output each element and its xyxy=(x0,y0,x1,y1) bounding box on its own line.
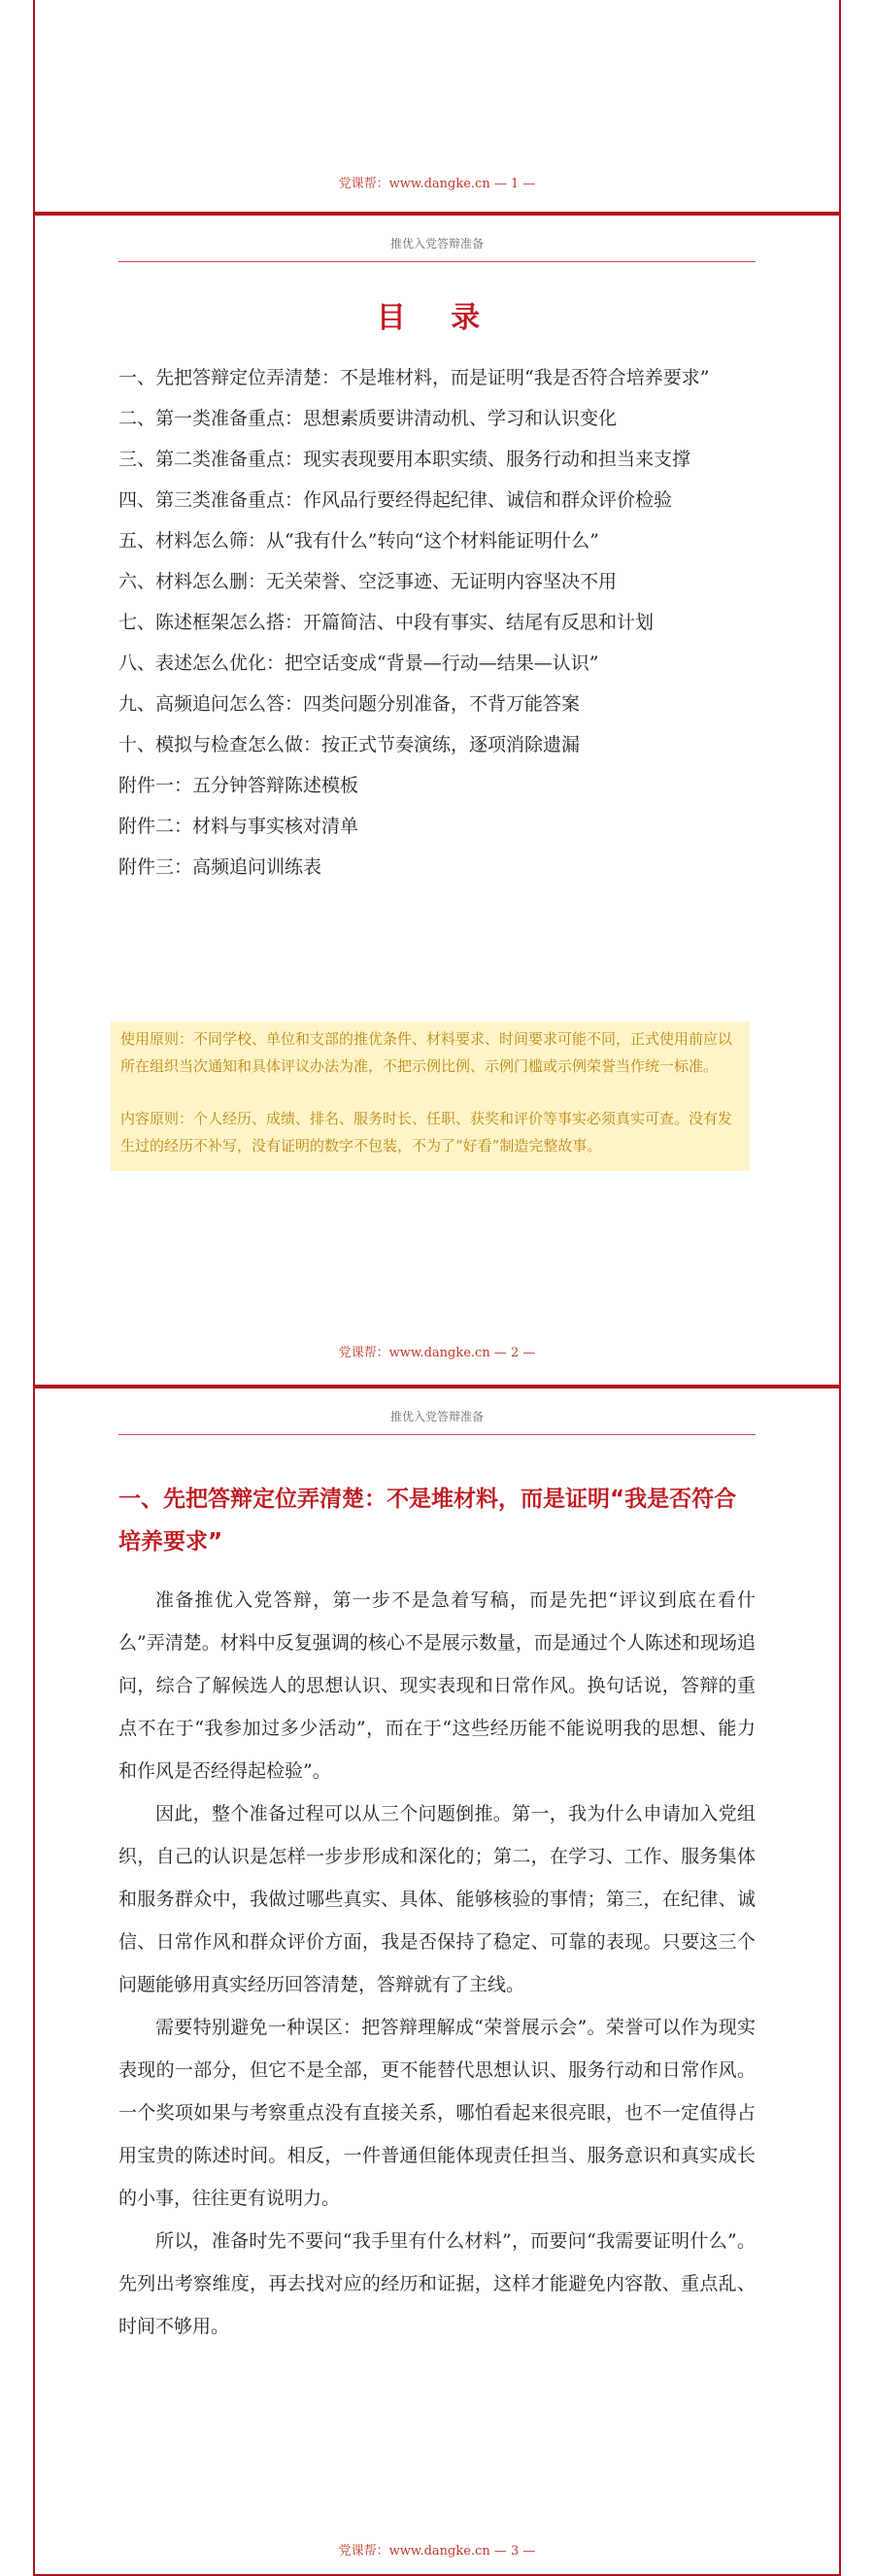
toc-item[interactable]: 一、先把答辩定位弄清楚：不是堆材料，而是证明“我是否符合培养要求” xyxy=(118,367,710,388)
usage-note-box xyxy=(111,1021,750,1171)
page-2 xyxy=(33,216,841,1388)
section-title: 一、先把答辩定位弄清楚：不是堆材料，而是证明“我是否符合培养要求” xyxy=(118,1487,737,1555)
body-paragraph: 准备推优入党答辩，第一步不是急着写稿，而是先把“评议到底在看什么”弄清楚。材料中反复强调的核心不是展示数量，而是通过个人陈述和现场追问，综合了解候选人的思想认识、现实表现和日常作风。换句话说，答辩的重点不在于“我参加过多少活动”，而在于“这些经历能不能说明我的思想、能力和作风是否经得起检验”。 xyxy=(118,1589,756,1782)
toc-item[interactable]: 五、材料怎么筛：从“我有什么”转向“这个材料能证明什么” xyxy=(118,530,599,552)
body-paragraph: 所以，准备时先不要问“我手里有什么材料”，而要问“我需要证明什么”。先列出考察维度，再去找对应的经历和证据，这样才能避免内容散、重点乱、时间不够用。 xyxy=(118,2230,756,2337)
running-header: 推优入党答辩准备 xyxy=(118,235,756,262)
body-paragraph: 因此，整个准备过程可以从三个问题倒推。第一，我为什么申请加入党组织，自己的认识是怎样一步步形成和深化的；第二，在学习、工作、服务集体和服务群众中，我做过哪些真实、具体、能够核验的事情；第三，在纪律、诚信、日常作风和群众评价方面，我是否保持了稳定、可靠的表现。只要这三个问题能够用真实经历回答清楚，答辩就有了主线。 xyxy=(118,1803,756,1995)
body-paragraph: 需要特别避免一种误区：把答辩理解成“荣誉展示会”。荣誉可以作为现实表现的一部分，但它不是全部，更不能替代思想认识、服务行动和日常作风。一个奖项如果与考察重点没有直接关系，哪怕看起来很亮眼，也不一定值得占用宝贵的陈述时间。相反，一件普通但能体现责任担当、服务意识和真实成长的小事，往往更有说明力。 xyxy=(118,2017,756,2209)
page-footer: 党课帮：www.dangke.cn — 1 — xyxy=(338,177,536,191)
toc-item[interactable]: 十、模拟与检查怎么做：按正式节奏演练，逐项消除遗漏 xyxy=(118,734,581,755)
toc-item[interactable]: 六、材料怎么删：无关荣誉、空泛事迹、无证明内容坚决不用 xyxy=(118,571,618,592)
toc-item[interactable]: 四、第三类准备重点：作风品行要经得起纪律、诚信和群众评价检验 xyxy=(118,489,673,511)
running-header: 推优入党答辩准备 xyxy=(118,1408,756,1435)
page-footer: 党课帮：www.dangke.cn — 3 — xyxy=(338,2544,536,2559)
note-usage: 使用原则：不同学校、单位和支部的推优条件、材料要求、时间要求可能不同，正式使用前应以所在组织当次通知和具体评议办法为准，不把示例比例、示例门槛或示例荣誉当作统一标准。 xyxy=(120,1030,733,1075)
toc-list xyxy=(118,357,756,887)
page-footer: 党课帮：www.dangke.cn — 2 — xyxy=(338,1346,536,1360)
toc-item[interactable]: 七、陈述框架怎么搭：开篇简洁、中段有事实、结尾有反思和计划 xyxy=(118,612,655,633)
note-content: 内容原则：个人经历、成绩、排名、服务时长、任职、获奖和评价等事实必须真实可查。没有发生过的经历不补写，没有证明的数字不包装，不为了“好看”制造完整故事。 xyxy=(120,1110,733,1154)
toc-item[interactable]: 三、第二类准备重点：现实表现要用本职实绩、服务行动和担当来支撑 xyxy=(118,449,691,470)
toc-item[interactable]: 附件三：高频追问训练表 xyxy=(118,856,322,878)
toc-item[interactable]: 九、高频追问怎么答：四类问题分别准备，不背万能答案 xyxy=(118,693,581,715)
page-1 xyxy=(33,0,841,216)
toc-item[interactable]: 附件二：材料与事实核对清单 xyxy=(118,816,359,837)
page-3 xyxy=(33,1388,841,2576)
toc-item[interactable]: 二、第一类准备重点：思想素质要讲清动机、学习和认识变化 xyxy=(118,408,618,429)
toc-title: 目 录 xyxy=(376,301,498,335)
toc-item[interactable]: 附件一：五分钟答辩陈述模板 xyxy=(118,775,359,796)
toc-item[interactable]: 八、表述怎么优化：把空话变成“背景—行动—结果—认识” xyxy=(118,652,599,674)
section-body xyxy=(118,1579,756,2348)
